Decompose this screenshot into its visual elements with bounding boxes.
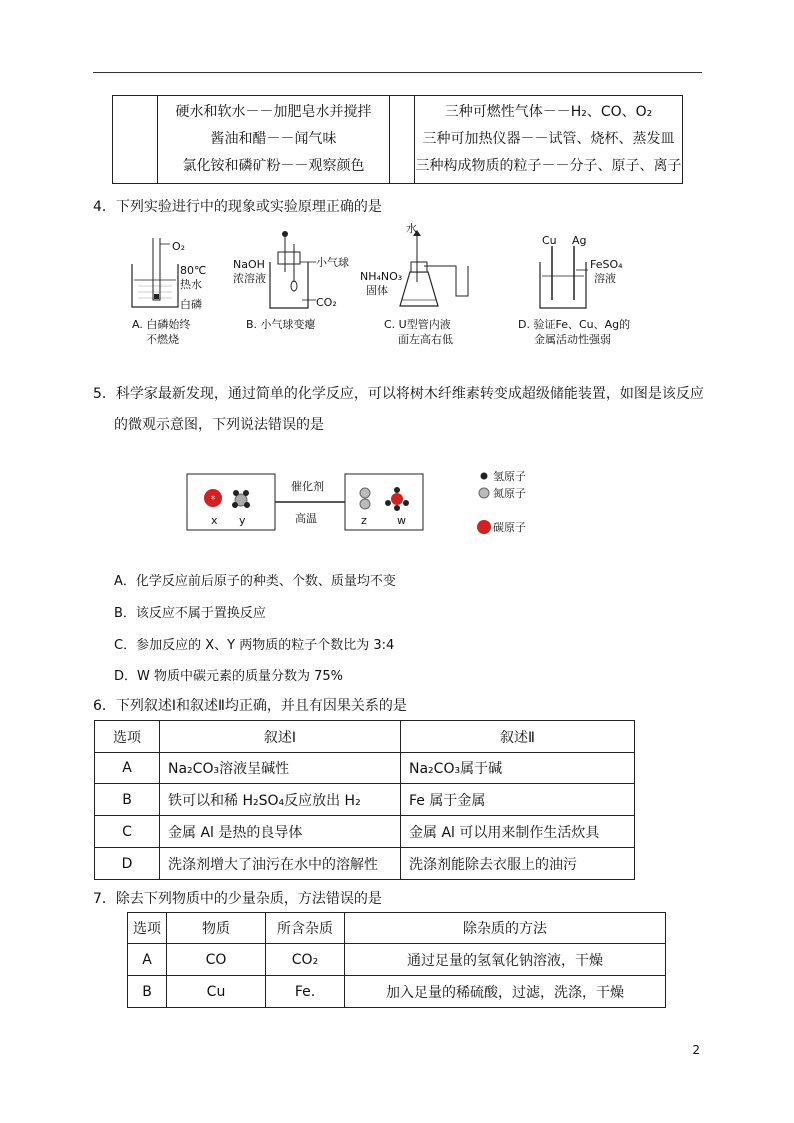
q7-header-substance: 物质 xyxy=(167,913,266,944)
fig-a-cap-1: A. 白磷始终 xyxy=(132,318,191,331)
table-right-cell xyxy=(415,96,683,184)
q6-header-2: 叙述Ⅱ xyxy=(401,721,635,753)
legend-carbon: 碳原子 xyxy=(493,521,526,534)
label-z: z xyxy=(361,514,367,527)
legend-hydrogen: 氢原子 xyxy=(493,470,526,483)
q7-header-impurity: 所含杂质 xyxy=(266,913,345,944)
table-blank-cell xyxy=(113,96,158,184)
figure-a-beaker xyxy=(132,238,206,346)
fig-d-cu: Cu xyxy=(542,234,557,247)
label-x: x xyxy=(211,514,218,527)
q6-row-d-stmt2: 洗涤剂能除去衣服上的油污 xyxy=(401,848,635,880)
classification-table xyxy=(112,95,683,184)
q5-option-a: A．化学反应前后原子的种类、个数、质量均不变 xyxy=(114,574,396,589)
fig-d-sol-1: FeSO₄ xyxy=(590,258,623,271)
fig-d-sol-2: 溶液 xyxy=(594,272,616,285)
q6-stem: 6．下列叙述Ⅰ和叙述Ⅱ均正确，并且有因果关系的是 xyxy=(93,698,407,714)
label-w: w xyxy=(397,514,406,527)
q6-row-a-option: A xyxy=(95,753,160,784)
q5-reaction-diagram xyxy=(185,466,565,546)
figure-d-beaker xyxy=(518,234,630,346)
fig-d-ag: Ag xyxy=(572,234,587,247)
fig-d-cap-2: 金属活动性强弱 xyxy=(534,333,611,346)
q7-row-b-option: B xyxy=(128,976,167,1008)
fig-c-solid-2: 固体 xyxy=(366,284,388,297)
q6-row-d-stmt1: 洗涤剂增大了油污在水中的溶解性 xyxy=(160,848,401,880)
q7-table xyxy=(127,912,666,1008)
fig-c-solid-1: NH₄NO₃ xyxy=(360,270,403,283)
label-y: y xyxy=(239,514,246,527)
fig-a-phos: 白磷 xyxy=(180,298,202,311)
q5-stem-line1: 5．科学家最新发现，通过简单的化学反应，可以将树木纤维素转变成超级储能装置，如图是该反应 xyxy=(93,386,704,402)
q4-stem: 4．下列实验进行中的现象或实验原理正确的是 xyxy=(93,199,382,215)
fig-a-water-1: 80℃ xyxy=(180,264,207,277)
left-line-1: 硬水和软水－－加肥皂水并搅拌 xyxy=(175,104,372,120)
table-left-cell xyxy=(158,96,390,184)
q7-row-a-method: 通过足量的氢氧化钠溶液，干燥 xyxy=(345,944,666,976)
fig-a-water-2: 热水 xyxy=(180,278,202,291)
legend-nitrogen: 氮原子 xyxy=(493,487,526,500)
left-line-2: 酱油和醋－－闻气味 xyxy=(210,131,337,147)
q6-row-b-stmt2: Fe 属于金属 xyxy=(401,784,635,816)
fig-b-co2: CO₂ xyxy=(316,296,337,309)
q6-row-b-option: B xyxy=(95,784,160,816)
q6-header-1: 叙述Ⅰ xyxy=(160,721,401,753)
q7-row-a-substance: CO xyxy=(167,944,266,976)
fig-b-naoh-1: NaOH xyxy=(233,258,265,271)
q5-option-d: D．W 物质中碳元素的质量分数为 75% xyxy=(114,669,344,684)
fig-c-water: 水 xyxy=(406,222,417,235)
q5-option-c: C．参加反应的 X、Y 两物质的粒子个数比为 3:4 xyxy=(114,638,395,653)
q6-row-b-stmt1: 铁可以和稀 H₂SO₄反应放出 H₂ xyxy=(160,784,401,816)
q6-row-a-stmt1: Na₂CO₃溶液呈碱性 xyxy=(160,753,401,784)
reactant-box xyxy=(187,474,275,530)
legend-hydrogen-marker xyxy=(481,473,488,480)
right-line-3: 三种构成物质的粒子－－分子、原子、离子 xyxy=(415,158,682,174)
q4-figures xyxy=(120,222,680,352)
q7-row-a-impurity: CO₂ xyxy=(266,944,345,976)
header-rule xyxy=(93,72,702,73)
q6-row-c-option: C xyxy=(95,816,160,848)
fig-a-o2: O₂ xyxy=(172,240,186,253)
high-temp-label: 高温 xyxy=(295,512,317,525)
product-box xyxy=(345,474,423,530)
legend-carbon-marker xyxy=(477,520,491,534)
right-line-2: 三种可加热仪器－－试管、烧杯、蒸发皿 xyxy=(422,131,675,147)
fig-a-cap-2: 不燃烧 xyxy=(146,333,179,346)
left-line-3: 氯化铵和磷矿粉－－观察颜色 xyxy=(182,158,365,174)
fig-c-cap-1: C. U型管内液 xyxy=(384,318,451,331)
fig-d-cap-1: D. 验证Fe、Cu、Ag的 xyxy=(518,318,631,331)
q7-row-b-substance: Cu xyxy=(167,976,266,1008)
legend xyxy=(477,469,526,534)
table-blank-cell xyxy=(390,96,415,184)
fig-c-cap-2: 面左高右低 xyxy=(398,333,453,346)
q6-row-a-stmt2: Na₂CO₃属于碱 xyxy=(401,753,635,784)
q5-stem-line2: 的微观示意图，下列说法错误的是 xyxy=(114,417,324,433)
q6-row-c-stmt2: 金属 Al 可以用来制作生活炊具 xyxy=(401,816,635,848)
page-number: 2 xyxy=(692,1043,700,1057)
q6-row-c-stmt1: 金属 Al 是热的良导体 xyxy=(160,816,401,848)
q7-header-method: 除杂质的方法 xyxy=(345,913,666,944)
right-line-1: 三种可燃性气体－－H₂、CO、O₂ xyxy=(444,104,653,120)
q7-row-a-option: A xyxy=(128,944,167,976)
fig-b-balloon: 小气球 xyxy=(316,256,349,269)
q7-row-b-impurity: Fe. xyxy=(266,976,345,1008)
figure-c-flask xyxy=(360,222,468,346)
q5-option-b: B．该反应不属于置换反应 xyxy=(114,606,266,621)
legend-nitrogen-marker xyxy=(479,488,489,498)
q6-row-d-option: D xyxy=(95,848,160,880)
figure-b-bottle xyxy=(233,231,349,331)
catalyst-label: 催化剂 xyxy=(291,480,324,493)
q7-stem: 7．除去下列物质中的少量杂质，方法错误的是 xyxy=(93,891,382,907)
svg-text:*: * xyxy=(210,495,216,505)
fig-b-naoh-2: 浓溶液 xyxy=(233,272,266,285)
q6-header-option: 选项 xyxy=(95,721,160,753)
q7-row-b-method: 加入足量的稀硫酸，过滤，洗涤，干燥 xyxy=(345,976,666,1008)
fig-b-cap: B. 小气球变瘪 xyxy=(246,318,316,331)
q6-table xyxy=(94,720,635,880)
q7-header-option: 选项 xyxy=(128,913,167,944)
